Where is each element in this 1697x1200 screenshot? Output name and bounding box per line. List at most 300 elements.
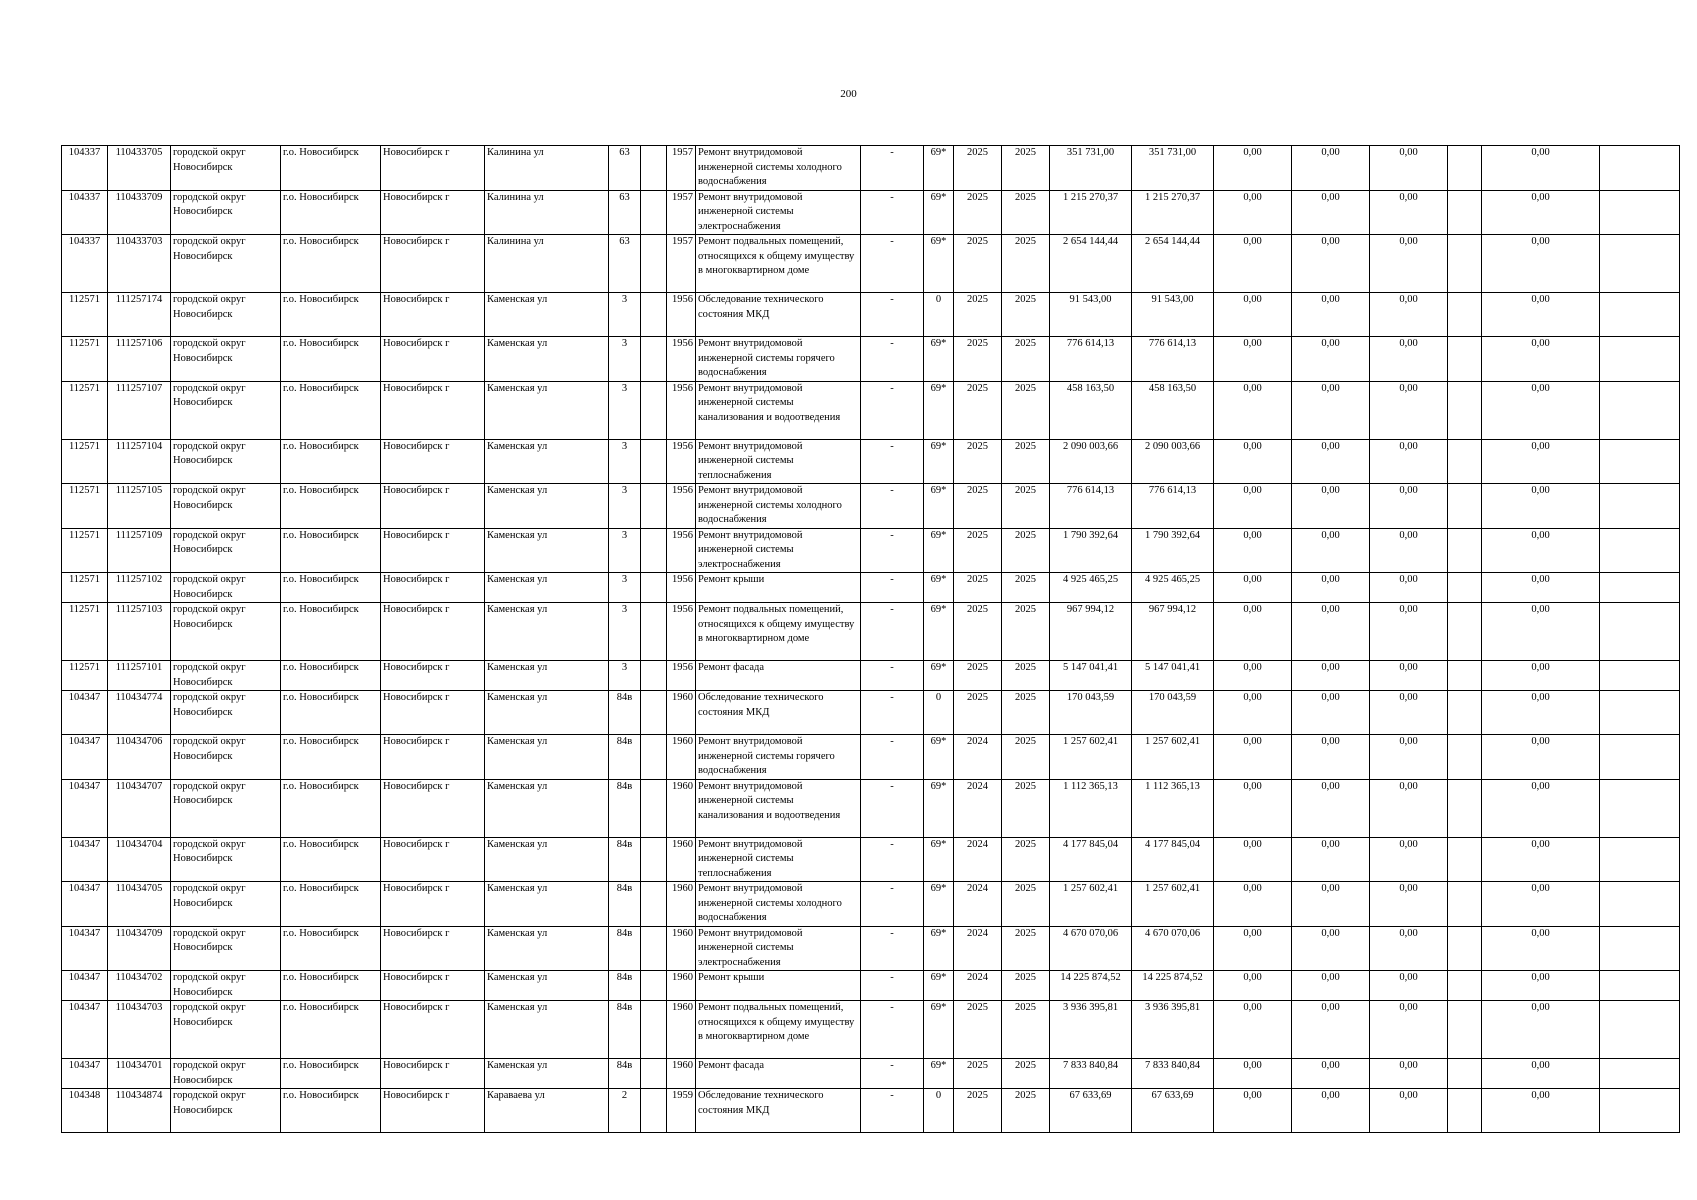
cell-building: [641, 691, 667, 735]
cell-plan-end-year: 2025: [1002, 603, 1050, 661]
cell-work-type: Ремонт фасада: [696, 1059, 861, 1089]
cell-year-built: 1956: [667, 661, 696, 691]
cell-cost-sign: -: [861, 882, 924, 927]
cell-district: г.о. Новосибирск: [281, 1089, 381, 1133]
cell-plan-end-year: 2025: [1002, 573, 1050, 603]
cell-work-code: 110434702: [108, 971, 171, 1001]
cell-fund-cost: 776 614,13: [1132, 337, 1214, 382]
cell-year-built: 1960: [667, 1059, 696, 1089]
cell-work-type: Обследование технического состояния МКД: [696, 691, 861, 735]
cell-cost-sign: -: [861, 484, 924, 529]
cell-house-code: 104337: [62, 235, 108, 293]
cell-work-code: 111257105: [108, 484, 171, 529]
cell-street: Караваева ул: [485, 1089, 609, 1133]
cell-house-number: 3: [609, 381, 641, 439]
table-row: [62, 381, 1680, 439]
cell-fund-cost: 2 654 144,44: [1132, 235, 1214, 293]
cell-blank-col: [1448, 1089, 1482, 1133]
cell-house-code: 104348: [62, 1089, 108, 1133]
cell-budget-regional: 0,00: [1292, 337, 1370, 382]
cell-city: Новосибирск г: [381, 190, 485, 235]
cell-street: Каменская ул: [485, 439, 609, 484]
cell-house-code: 112571: [62, 661, 108, 691]
cell-budget-regional: 0,00: [1292, 293, 1370, 337]
cell-work-code: 110434703: [108, 1001, 171, 1059]
cell-house-code: 112571: [62, 573, 108, 603]
cell-work-type: Ремонт внутридомовой инженерной системы горячего водоснабжения: [696, 735, 861, 780]
cell-fund-cost: 7 833 840,84: [1132, 1059, 1214, 1089]
cell-notes: [1600, 337, 1680, 382]
cell-indicator: 69*: [924, 381, 954, 439]
cell-district: г.о. Новосибирск: [281, 735, 381, 780]
cell-owners-funds: 0,00: [1482, 381, 1600, 439]
cell-budget-federal: 0,00: [1214, 779, 1292, 837]
cell-house-code: 112571: [62, 439, 108, 484]
cell-plan-end-year: 2025: [1002, 926, 1050, 971]
cell-plan-end-year: 2025: [1002, 691, 1050, 735]
cell-city: Новосибирск г: [381, 882, 485, 927]
cell-house-number: 84в: [609, 1059, 641, 1089]
table-row: [62, 1089, 1680, 1133]
cell-cost-sign: -: [861, 926, 924, 971]
cell-owners-funds: 0,00: [1482, 235, 1600, 293]
cell-work-code: 111257102: [108, 573, 171, 603]
cell-street: Каменская ул: [485, 528, 609, 573]
cell-district: г.о. Новосибирск: [281, 779, 381, 837]
cell-plan-start-year: 2024: [954, 735, 1002, 780]
cell-budget-local: 0,00: [1370, 293, 1448, 337]
cell-budget-federal: 0,00: [1214, 235, 1292, 293]
cell-indicator: 0: [924, 691, 954, 735]
cell-indicator: 0: [924, 293, 954, 337]
cell-fund-cost: 776 614,13: [1132, 484, 1214, 529]
cell-work-code: 110434709: [108, 926, 171, 971]
cell-budget-regional: 0,00: [1292, 837, 1370, 882]
cell-budget-federal: 0,00: [1214, 1001, 1292, 1059]
cell-blank-col: [1448, 293, 1482, 337]
cell-year-built: 1960: [667, 837, 696, 882]
cell-district: г.о. Новосибирск: [281, 882, 381, 927]
cell-total-cost: 1 112 365,13: [1050, 779, 1132, 837]
cell-city: Новосибирск г: [381, 439, 485, 484]
cell-district: г.о. Новосибирск: [281, 293, 381, 337]
cell-budget-federal: 0,00: [1214, 837, 1292, 882]
cell-budget-federal: 0,00: [1214, 190, 1292, 235]
cell-plan-end-year: 2025: [1002, 439, 1050, 484]
cell-work-code: 111257174: [108, 293, 171, 337]
cell-building: [641, 603, 667, 661]
cell-district: г.о. Новосибирск: [281, 661, 381, 691]
cell-municipality: городской округ Новосибирск: [171, 779, 281, 837]
cell-house-number: 84в: [609, 779, 641, 837]
cell-fund-cost: 1 257 602,41: [1132, 735, 1214, 780]
cell-house-code: 104347: [62, 735, 108, 780]
cell-work-code: 110433703: [108, 235, 171, 293]
cell-cost-sign: -: [861, 1001, 924, 1059]
cell-indicator: 69*: [924, 661, 954, 691]
cell-district: г.о. Новосибирск: [281, 691, 381, 735]
cell-municipality: городской округ Новосибирск: [171, 1059, 281, 1089]
cell-indicator: 69*: [924, 146, 954, 191]
cell-building: [641, 190, 667, 235]
cell-street: Калинина ул: [485, 146, 609, 191]
cell-municipality: городской округ Новосибирск: [171, 882, 281, 927]
cell-municipality: городской округ Новосибирск: [171, 293, 281, 337]
cell-budget-local: 0,00: [1370, 603, 1448, 661]
cell-street: Каменская ул: [485, 337, 609, 382]
cell-notes: [1600, 603, 1680, 661]
cell-owners-funds: 0,00: [1482, 837, 1600, 882]
cell-notes: [1600, 146, 1680, 191]
cell-cost-sign: -: [861, 190, 924, 235]
cell-budget-federal: 0,00: [1214, 926, 1292, 971]
cell-cost-sign: -: [861, 573, 924, 603]
cell-budget-regional: 0,00: [1292, 882, 1370, 927]
cell-work-type: Ремонт внутридомовой инженерной системы канализования и водоотведения: [696, 381, 861, 439]
cell-house-number: 84в: [609, 971, 641, 1001]
cell-budget-local: 0,00: [1370, 146, 1448, 191]
cell-city: Новосибирск г: [381, 337, 485, 382]
cell-cost-sign: -: [861, 337, 924, 382]
cell-house-code: 112571: [62, 603, 108, 661]
cell-district: г.о. Новосибирск: [281, 337, 381, 382]
cell-work-type: Ремонт фасада: [696, 661, 861, 691]
cell-plan-start-year: 2025: [954, 691, 1002, 735]
cell-cost-sign: -: [861, 837, 924, 882]
cell-city: Новосибирск г: [381, 837, 485, 882]
cell-street: Каменская ул: [485, 1001, 609, 1059]
cell-district: г.о. Новосибирск: [281, 146, 381, 191]
cell-blank-col: [1448, 528, 1482, 573]
table-row: [62, 439, 1680, 484]
cell-cost-sign: -: [861, 1059, 924, 1089]
cell-owners-funds: 0,00: [1482, 1001, 1600, 1059]
cell-owners-funds: 0,00: [1482, 190, 1600, 235]
cell-owners-funds: 0,00: [1482, 146, 1600, 191]
cell-house-number: 3: [609, 528, 641, 573]
cell-year-built: 1956: [667, 528, 696, 573]
cell-fund-cost: 14 225 874,52: [1132, 971, 1214, 1001]
cell-work-type: Ремонт внутридомовой инженерной системы электроснабжения: [696, 926, 861, 971]
cell-budget-regional: 0,00: [1292, 146, 1370, 191]
cell-plan-start-year: 2025: [954, 293, 1002, 337]
cell-budget-regional: 0,00: [1292, 661, 1370, 691]
cell-cost-sign: -: [861, 971, 924, 1001]
cell-notes: [1600, 1001, 1680, 1059]
cell-budget-local: 0,00: [1370, 484, 1448, 529]
cell-work-code: 110434774: [108, 691, 171, 735]
cell-street: Каменская ул: [485, 573, 609, 603]
cell-plan-start-year: 2025: [954, 573, 1002, 603]
cell-year-built: 1957: [667, 235, 696, 293]
cell-building: [641, 381, 667, 439]
cell-house-code: 112571: [62, 484, 108, 529]
cell-year-built: 1960: [667, 926, 696, 971]
cell-house-number: 84в: [609, 735, 641, 780]
cell-work-type: Ремонт подвальных помещений, относящихся к общему имуществу в многоквартирном доме: [696, 603, 861, 661]
cell-indicator: 69*: [924, 190, 954, 235]
cell-owners-funds: 0,00: [1482, 337, 1600, 382]
cell-year-built: 1959: [667, 1089, 696, 1133]
cell-notes: [1600, 381, 1680, 439]
cell-plan-start-year: 2025: [954, 381, 1002, 439]
cell-budget-federal: 0,00: [1214, 293, 1292, 337]
cell-house-code: 104337: [62, 146, 108, 191]
cell-plan-end-year: 2025: [1002, 971, 1050, 1001]
cell-blank-col: [1448, 971, 1482, 1001]
cell-work-code: 111257106: [108, 337, 171, 382]
cell-notes: [1600, 1089, 1680, 1133]
cell-city: Новосибирск г: [381, 661, 485, 691]
cell-city: Новосибирск г: [381, 1001, 485, 1059]
cell-building: [641, 484, 667, 529]
cell-blank-col: [1448, 882, 1482, 927]
cell-plan-start-year: 2025: [954, 603, 1002, 661]
cell-work-code: 111257107: [108, 381, 171, 439]
table-row: [62, 337, 1680, 382]
cell-municipality: городской округ Новосибирск: [171, 528, 281, 573]
cell-building: [641, 926, 667, 971]
cell-total-cost: 5 147 041,41: [1050, 661, 1132, 691]
cell-indicator: 69*: [924, 439, 954, 484]
cell-notes: [1600, 235, 1680, 293]
cell-work-type: Ремонт внутридомовой инженерной системы холодного водоснабжения: [696, 882, 861, 927]
cell-blank-col: [1448, 691, 1482, 735]
cell-budget-local: 0,00: [1370, 971, 1448, 1001]
cell-plan-start-year: 2025: [954, 484, 1002, 529]
cell-building: [641, 528, 667, 573]
cell-total-cost: 4 177 845,04: [1050, 837, 1132, 882]
cell-total-cost: 4 925 465,25: [1050, 573, 1132, 603]
cell-year-built: 1960: [667, 779, 696, 837]
cell-indicator: 69*: [924, 837, 954, 882]
cell-district: г.о. Новосибирск: [281, 439, 381, 484]
cell-cost-sign: -: [861, 293, 924, 337]
cell-building: [641, 573, 667, 603]
cell-fund-cost: 1 790 392,64: [1132, 528, 1214, 573]
cell-budget-local: 0,00: [1370, 439, 1448, 484]
cell-budget-regional: 0,00: [1292, 190, 1370, 235]
cell-notes: [1600, 190, 1680, 235]
cell-house-code: 104347: [62, 1001, 108, 1059]
cell-indicator: 69*: [924, 337, 954, 382]
cell-house-number: 63: [609, 146, 641, 191]
cell-budget-regional: 0,00: [1292, 1059, 1370, 1089]
table-row: [62, 661, 1680, 691]
cell-notes: [1600, 691, 1680, 735]
cell-budget-regional: 0,00: [1292, 439, 1370, 484]
cell-notes: [1600, 293, 1680, 337]
cell-city: Новосибирск г: [381, 926, 485, 971]
table-row: [62, 146, 1680, 191]
cell-city: Новосибирск г: [381, 1089, 485, 1133]
cell-budget-local: 0,00: [1370, 528, 1448, 573]
cell-indicator: 69*: [924, 235, 954, 293]
table-row: [62, 293, 1680, 337]
cell-budget-regional: 0,00: [1292, 779, 1370, 837]
cell-budget-local: 0,00: [1370, 235, 1448, 293]
cell-building: [641, 971, 667, 1001]
cell-year-built: 1960: [667, 1001, 696, 1059]
cell-house-number: 3: [609, 484, 641, 529]
cell-budget-federal: 0,00: [1214, 1059, 1292, 1089]
cell-budget-federal: 0,00: [1214, 661, 1292, 691]
table-row: [62, 735, 1680, 780]
cell-house-code: 104347: [62, 779, 108, 837]
cell-municipality: городской округ Новосибирск: [171, 146, 281, 191]
cell-plan-end-year: 2025: [1002, 528, 1050, 573]
cell-total-cost: 7 833 840,84: [1050, 1059, 1132, 1089]
cell-house-code: 112571: [62, 381, 108, 439]
cell-house-number: 3: [609, 603, 641, 661]
cell-plan-start-year: 2024: [954, 779, 1002, 837]
cell-year-built: 1956: [667, 439, 696, 484]
cell-budget-local: 0,00: [1370, 381, 1448, 439]
cell-city: Новосибирск г: [381, 484, 485, 529]
cell-building: [641, 235, 667, 293]
cell-indicator: 0: [924, 1089, 954, 1133]
cell-plan-start-year: 2024: [954, 882, 1002, 927]
cell-street: Калинина ул: [485, 190, 609, 235]
cell-blank-col: [1448, 190, 1482, 235]
cell-total-cost: 67 633,69: [1050, 1089, 1132, 1133]
cell-house-number: 84в: [609, 882, 641, 927]
cell-street: Каменская ул: [485, 837, 609, 882]
cell-notes: [1600, 573, 1680, 603]
cell-municipality: городской округ Новосибирск: [171, 971, 281, 1001]
cell-work-type: Ремонт внутридомовой инженерной системы канализования и водоотведения: [696, 779, 861, 837]
cell-owners-funds: 0,00: [1482, 691, 1600, 735]
cell-city: Новосибирск г: [381, 293, 485, 337]
cell-blank-col: [1448, 146, 1482, 191]
table-row: [62, 926, 1680, 971]
cell-budget-federal: 0,00: [1214, 484, 1292, 529]
cell-municipality: городской округ Новосибирск: [171, 661, 281, 691]
cell-work-type: Ремонт внутридомовой инженерной системы холодного водоснабжения: [696, 146, 861, 191]
cell-house-number: 84в: [609, 926, 641, 971]
cell-budget-federal: 0,00: [1214, 603, 1292, 661]
cell-owners-funds: 0,00: [1482, 926, 1600, 971]
cell-budget-local: 0,00: [1370, 661, 1448, 691]
cell-budget-local: 0,00: [1370, 573, 1448, 603]
cell-blank-col: [1448, 337, 1482, 382]
cell-work-code: 110434704: [108, 837, 171, 882]
cell-plan-start-year: 2025: [954, 1059, 1002, 1089]
cell-budget-regional: 0,00: [1292, 603, 1370, 661]
cell-work-type: Ремонт внутридомовой инженерной системы горячего водоснабжения: [696, 337, 861, 382]
cell-work-type: Обследование технического состояния МКД: [696, 1089, 861, 1133]
cell-fund-cost: 351 731,00: [1132, 146, 1214, 191]
cell-cost-sign: -: [861, 235, 924, 293]
cell-owners-funds: 0,00: [1482, 882, 1600, 927]
table-row: [62, 691, 1680, 735]
cell-city: Новосибирск г: [381, 381, 485, 439]
cell-street: Каменская ул: [485, 661, 609, 691]
cell-building: [641, 146, 667, 191]
cell-budget-local: 0,00: [1370, 337, 1448, 382]
table-row: [62, 779, 1680, 837]
cell-notes: [1600, 971, 1680, 1001]
cell-building: [641, 1059, 667, 1089]
cell-building: [641, 293, 667, 337]
table-row: [62, 528, 1680, 573]
cell-plan-start-year: 2024: [954, 837, 1002, 882]
cell-municipality: городской округ Новосибирск: [171, 337, 281, 382]
cell-plan-end-year: 2025: [1002, 882, 1050, 927]
cell-blank-col: [1448, 735, 1482, 780]
cell-total-cost: 351 731,00: [1050, 146, 1132, 191]
cell-total-cost: 776 614,13: [1050, 484, 1132, 529]
cell-fund-cost: 1 215 270,37: [1132, 190, 1214, 235]
cell-house-number: 84в: [609, 837, 641, 882]
cell-year-built: 1956: [667, 484, 696, 529]
cell-municipality: городской округ Новосибирск: [171, 484, 281, 529]
cell-work-type: Ремонт подвальных помещений, относящихся к общему имуществу в многоквартирном доме: [696, 1001, 861, 1059]
cell-plan-end-year: 2025: [1002, 1059, 1050, 1089]
cell-budget-regional: 0,00: [1292, 1001, 1370, 1059]
cell-fund-cost: 91 543,00: [1132, 293, 1214, 337]
cell-house-number: 63: [609, 235, 641, 293]
cell-work-type: Ремонт крыши: [696, 971, 861, 1001]
cell-owners-funds: 0,00: [1482, 439, 1600, 484]
cell-plan-end-year: 2025: [1002, 190, 1050, 235]
cell-cost-sign: -: [861, 735, 924, 780]
table-row: [62, 235, 1680, 293]
cell-budget-federal: 0,00: [1214, 146, 1292, 191]
cell-district: г.о. Новосибирск: [281, 603, 381, 661]
cell-district: г.о. Новосибирск: [281, 528, 381, 573]
cell-fund-cost: 4 670 070,06: [1132, 926, 1214, 971]
cell-indicator: 69*: [924, 926, 954, 971]
cell-city: Новосибирск г: [381, 573, 485, 603]
cell-house-number: 84в: [609, 1001, 641, 1059]
cell-building: [641, 779, 667, 837]
cell-blank-col: [1448, 484, 1482, 529]
cell-house-code: 112571: [62, 293, 108, 337]
cell-blank-col: [1448, 779, 1482, 837]
cell-district: г.о. Новосибирск: [281, 573, 381, 603]
cell-total-cost: 1 790 392,64: [1050, 528, 1132, 573]
cell-total-cost: 1 257 602,41: [1050, 735, 1132, 780]
cell-blank-col: [1448, 1059, 1482, 1089]
cell-work-code: 110434707: [108, 779, 171, 837]
cell-budget-regional: 0,00: [1292, 735, 1370, 780]
cell-work-code: 110433709: [108, 190, 171, 235]
cell-year-built: 1956: [667, 337, 696, 382]
cell-total-cost: 4 670 070,06: [1050, 926, 1132, 971]
cell-work-type: Обследование технического состояния МКД: [696, 293, 861, 337]
cell-house-code: 104347: [62, 1059, 108, 1089]
cell-city: Новосибирск г: [381, 691, 485, 735]
table-row: [62, 971, 1680, 1001]
cell-district: г.о. Новосибирск: [281, 837, 381, 882]
cell-plan-start-year: 2025: [954, 337, 1002, 382]
cell-building: [641, 439, 667, 484]
cell-notes: [1600, 439, 1680, 484]
cell-house-code: 104347: [62, 691, 108, 735]
cell-house-code: 104347: [62, 882, 108, 927]
cell-total-cost: 2 090 003,66: [1050, 439, 1132, 484]
cell-total-cost: 2 654 144,44: [1050, 235, 1132, 293]
cell-blank-col: [1448, 603, 1482, 661]
cell-cost-sign: -: [861, 603, 924, 661]
cell-cost-sign: -: [861, 439, 924, 484]
cell-district: г.о. Новосибирск: [281, 971, 381, 1001]
cell-city: Новосибирск г: [381, 603, 485, 661]
cell-house-code: 104347: [62, 926, 108, 971]
cell-notes: [1600, 1059, 1680, 1089]
cell-plan-start-year: 2025: [954, 1089, 1002, 1133]
